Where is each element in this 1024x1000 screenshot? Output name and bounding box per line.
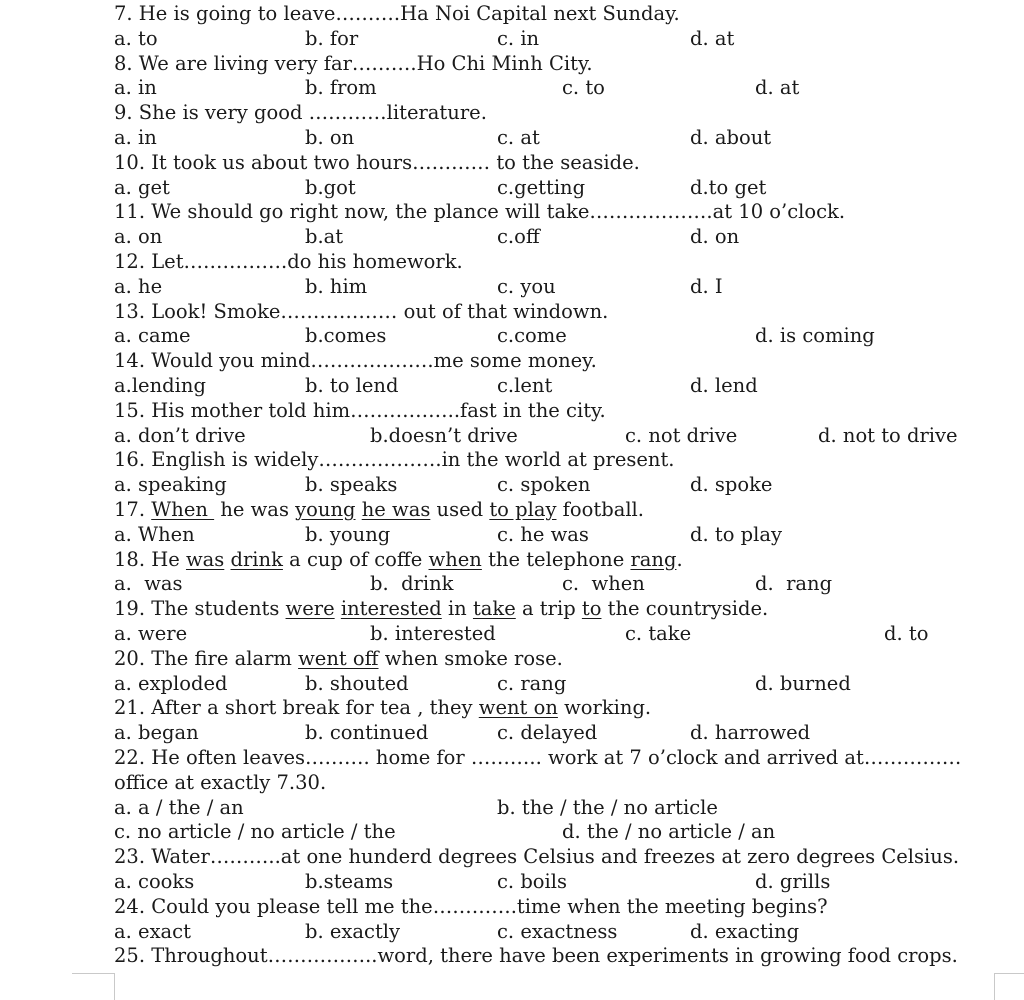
- text-segment: a trip: [515, 597, 582, 621]
- text-segment: he was: [214, 498, 296, 521]
- answer-option: a. came: [114, 324, 191, 348]
- answer-option: c. take: [625, 622, 692, 645]
- answer-option: d. grills: [755, 870, 831, 893]
- underlined-segment: take: [472, 597, 516, 621]
- answer-option: a. in: [114, 126, 157, 149]
- question-line: [114, 151, 640, 175]
- underlined-segment: When: [151, 498, 215, 521]
- answer-option: d. harrowed: [690, 721, 811, 745]
- underlined-segment: he was: [361, 498, 431, 521]
- answer-option: d. exacting: [690, 919, 800, 943]
- text-segment: 17.: [114, 498, 152, 521]
- answer-option: a. exact: [114, 919, 191, 943]
- answer-option: b.got: [305, 175, 356, 199]
- answer-option: c.come: [497, 324, 567, 348]
- answer-option: a.lending: [114, 374, 206, 397]
- text-segment: 20. The fire alarm: [114, 646, 299, 670]
- answer-option: d.to get: [690, 175, 767, 199]
- answer-option: c. delayed: [497, 721, 598, 745]
- text-segment: 12. Let…………….do his homework.: [114, 250, 463, 273]
- answer-option: b. on: [305, 126, 355, 149]
- text-segment: used: [430, 498, 490, 521]
- answer-option: a. was: [114, 572, 183, 596]
- question-line: [114, 200, 845, 224]
- answer-option: a. a / the / an: [114, 795, 244, 819]
- underlined-segment: to: [581, 597, 602, 621]
- answer-option: b.comes: [305, 324, 387, 348]
- question-line: [114, 250, 463, 274]
- answer-option: a. he: [114, 274, 163, 298]
- answer-option: b. drink: [370, 572, 454, 596]
- answer-option: b. from: [305, 76, 377, 100]
- text-segment: 21. After a short break for tea , they: [114, 696, 479, 720]
- question-line: [114, 944, 958, 968]
- answer-option: b. young: [305, 522, 391, 546]
- answer-option: c. exactness: [497, 919, 618, 943]
- answer-option: d. not to drive: [818, 423, 958, 447]
- text-segment: 8. We are living very far……….Ho Chi Minh City.: [114, 51, 593, 75]
- text-segment: 24. Could you please tell me the………….time when the meeting begins?: [114, 894, 828, 918]
- answer-option: d. about: [690, 126, 772, 149]
- answer-option: c.off: [497, 225, 540, 249]
- answer-option: d. burned: [755, 671, 851, 695]
- text-segment: working.: [557, 696, 652, 720]
- answer-option: d. to play: [690, 522, 783, 546]
- answer-option: d. on: [690, 225, 740, 249]
- question-line: [114, 746, 961, 770]
- answer-option: d. the / no article / an: [562, 820, 776, 844]
- answer-option: b. for: [305, 26, 359, 50]
- text-segment: football.: [556, 498, 644, 521]
- question-line: [114, 300, 608, 324]
- answer-option: b.doesn’t drive: [370, 423, 518, 447]
- answer-option: b. to lend: [305, 374, 399, 397]
- answer-option: a. were: [114, 622, 188, 645]
- answer-option: c. to: [562, 76, 605, 100]
- question-line: [114, 548, 683, 572]
- question-line: [114, 696, 651, 720]
- page-corner-mark-right: [994, 973, 1024, 1000]
- answer-option: d. to: [884, 622, 929, 645]
- text-segment: 19. The students: [114, 597, 286, 621]
- answer-option: c. rang: [497, 671, 567, 695]
- answer-option: c. you: [497, 274, 556, 298]
- answer-option: a. in: [114, 76, 157, 100]
- text-segment: a cup of coffe: [282, 547, 429, 571]
- text-segment: 16. English is widely……………….in the world at present.: [114, 448, 675, 472]
- answer-option: d. rang: [755, 572, 833, 596]
- answer-option: d. spoke: [690, 473, 773, 497]
- text-segment: 7. He is going to leave……….Ha Noi Capital next Sunday.: [114, 2, 680, 25]
- answer-option: c.lent: [497, 374, 553, 397]
- answer-option: d. is coming: [755, 324, 875, 348]
- text-segment: 14. Would you mind……………….me some money.: [114, 349, 597, 373]
- answer-option: a. speaking: [114, 473, 227, 497]
- question-line: [114, 101, 487, 125]
- question-line: [114, 771, 326, 795]
- text-segment: 22. He often leaves………. home for ……….. work at 7 o’clock and arrived at……………: [114, 746, 962, 769]
- question-line: [114, 498, 644, 522]
- answer-option: c. boils: [497, 870, 568, 893]
- answer-option: c.getting: [497, 175, 586, 199]
- answer-option: a. cooks: [114, 870, 195, 893]
- answer-option: c. spoken: [497, 473, 591, 497]
- question-line: [114, 2, 680, 26]
- underlined-segment: rang: [630, 547, 677, 571]
- answer-option: b. interested: [370, 622, 496, 645]
- underlined-segment: interested: [340, 597, 442, 621]
- text-segment: office at exactly 7.30.: [114, 770, 327, 794]
- underlined-segment: went off: [298, 646, 379, 670]
- answer-option: c. no article / no article / the: [114, 820, 396, 844]
- answer-option: c. not drive: [625, 423, 738, 447]
- page-corner-mark-left: [72, 973, 115, 1000]
- question-line: [114, 349, 597, 373]
- answer-option: a. began: [114, 721, 199, 745]
- question-line: [114, 845, 959, 869]
- answer-option: b. exactly: [305, 919, 401, 943]
- answer-option: c. in: [497, 26, 540, 50]
- text-segment: the countryside.: [601, 597, 769, 621]
- answer-option: c. at: [497, 126, 540, 149]
- question-line: [114, 647, 563, 671]
- underlined-segment: drink: [230, 547, 283, 571]
- answer-option: b. speaks: [305, 473, 398, 497]
- question-line: [114, 52, 593, 76]
- text-segment: 10. It took us about two hours………… to the seaside.: [114, 150, 640, 174]
- text-segment: 9. She is very good …………literature.: [114, 101, 487, 125]
- question-line: [114, 399, 606, 423]
- answer-option: c. he was: [497, 522, 589, 546]
- answer-option: b.steams: [305, 870, 394, 893]
- text-segment: 13. Look! Smoke……………… out of that windown.: [114, 299, 609, 323]
- underlined-segment: were: [285, 597, 335, 621]
- underlined-segment: young: [295, 498, 356, 521]
- question-line: [114, 597, 768, 621]
- answer-option: b. continued: [305, 721, 429, 745]
- text-segment: .: [676, 547, 683, 571]
- question-line: [114, 895, 828, 919]
- answer-option: d. at: [690, 26, 735, 50]
- answer-option: b. the / the / no article: [497, 795, 718, 819]
- answer-option: b.at: [305, 225, 344, 249]
- text-segment: 25. Throughout……………..word, there have been experiments in growing food crops.: [114, 944, 958, 968]
- underlined-segment: to play: [489, 498, 557, 521]
- answer-option: d. I: [690, 274, 723, 298]
- underlined-segment: was: [185, 547, 225, 571]
- answer-option: a. exploded: [114, 671, 228, 695]
- text-segment: the telephone: [481, 547, 631, 571]
- underlined-segment: went on: [478, 696, 558, 720]
- text-segment: 11. We should go right now, the plance will take……………….at 10 o’clock.: [114, 200, 846, 224]
- underlined-segment: when: [428, 547, 482, 571]
- question-line: [114, 448, 675, 472]
- answer-option: a. When: [114, 522, 195, 546]
- text-segment: 15. His mother told him……………..fast in the city.: [114, 398, 606, 422]
- text-segment: in: [441, 597, 473, 621]
- text-segment: 18. He: [114, 547, 186, 571]
- answer-option: d. at: [755, 76, 800, 100]
- answer-option: a. get: [114, 175, 170, 199]
- answer-option: b. shouted: [305, 671, 409, 695]
- answer-option: a. don’t drive: [114, 423, 246, 447]
- answer-option: a. on: [114, 225, 163, 249]
- answer-option: d. lend: [690, 374, 758, 397]
- text-segment: when smoke rose.: [378, 646, 563, 670]
- answer-option: c. when: [562, 572, 645, 596]
- answer-option: a. to: [114, 26, 158, 50]
- text-segment: 23. Water………..at one hunderd degrees Celsius and freezes at zero degrees Celsius.: [114, 845, 960, 869]
- answer-option: b. him: [305, 274, 368, 298]
